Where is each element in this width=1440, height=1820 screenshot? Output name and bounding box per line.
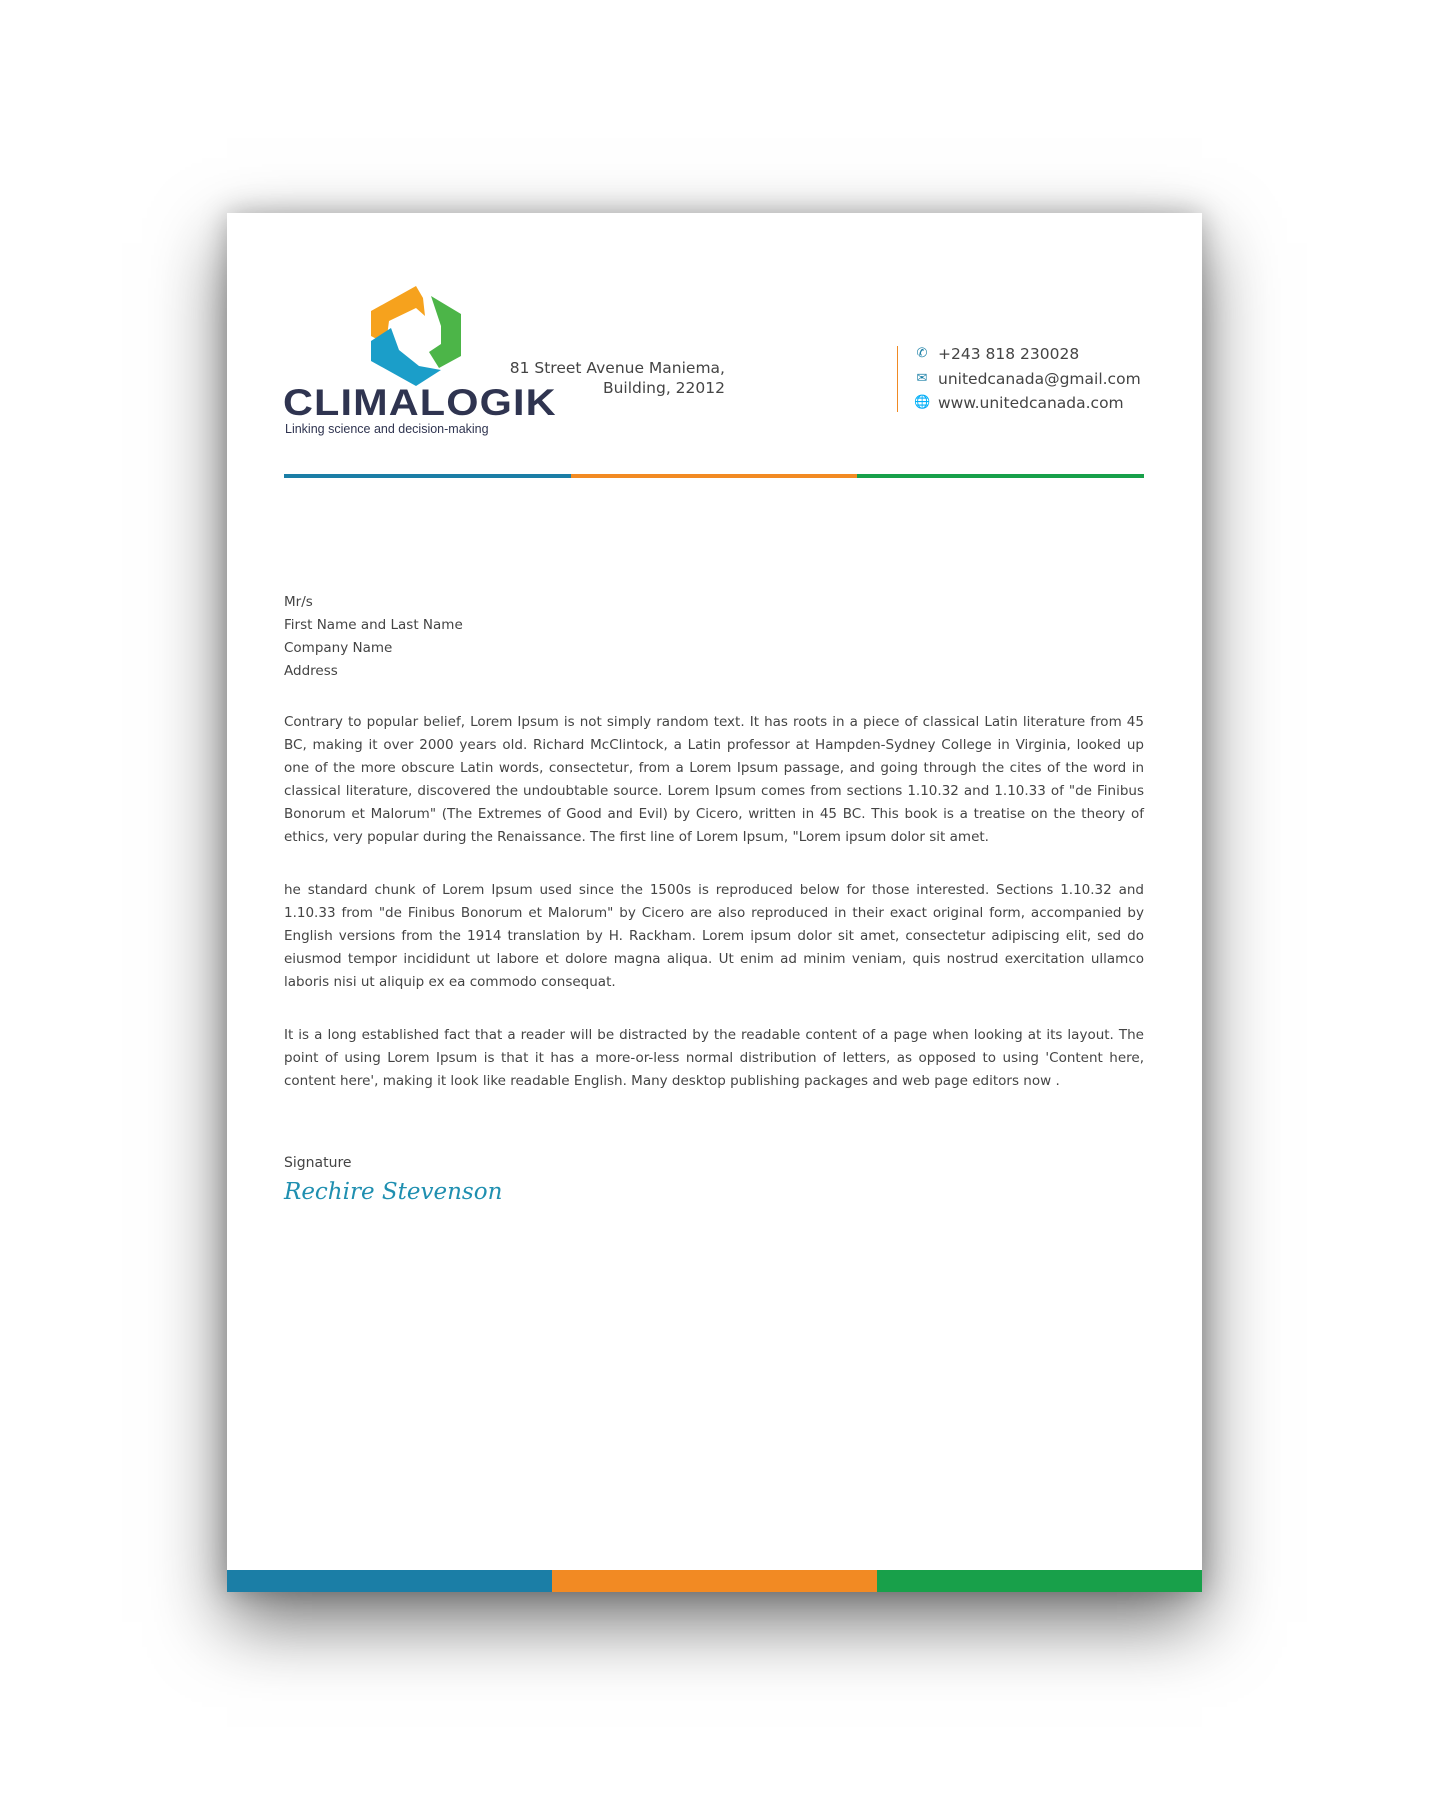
- contact-email: [914, 367, 1141, 392]
- letter-body: [284, 711, 1144, 1123]
- body-paragraph: he standard chunk of Lorem Ipsum used since the 1500s is reproduced below for those interested. Sections 1.10.32 and 1.10.33 from "de Finibus Bonorum et Malorum" by Cicero are also reproduced in their exact original form, accompanied by English versions from the 1914 translation by H. Rackham. Lorem ipsum dolor sit amet, consectetur adipiscing elit, sed do eiusmod tempor incididunt ut labore et dolore magna aliqua. Ut enim ad minim veniam, quis nostrud exercitation ullamco laboris nisi ut aliquip ex ea commodo consequat.: [284, 882, 1144, 990]
- recipient-name: First Name and Last Name: [284, 617, 463, 633]
- footer-green: [877, 1570, 1202, 1592]
- address-line-2: Building, 22012: [602, 379, 725, 397]
- logo-hexagon-icon: [371, 286, 461, 386]
- brand-tagline: Linking science and decision-making: [285, 422, 489, 436]
- address-line-1: 81 Street Avenue Maniema,: [509, 359, 725, 377]
- phone-text: +243 818 230028: [938, 345, 1080, 363]
- footer-color-bar: [227, 1570, 1202, 1592]
- footer-orange: [552, 1570, 877, 1592]
- recipient-company: Company Name: [284, 640, 393, 656]
- contact-info: [914, 342, 1141, 416]
- letterhead-page: [227, 213, 1202, 1592]
- rule-orange: [571, 474, 858, 478]
- website-text[interactable]: www.unitedcanada.com: [938, 394, 1124, 412]
- phone-icon: ✆: [916, 346, 928, 362]
- rule-green: [857, 474, 1144, 478]
- header-color-rule: [284, 474, 1144, 478]
- globe-icon: 🌐: [914, 395, 931, 411]
- body-paragraph: Contrary to popular belief, Lorem Ipsum is not simply random text. It has roots in a piece of classical Latin literature from 45 BC, making it over 2000 years old. Richard McClintock, a Latin professor at Hampden-Sydney College in Virginia, looked up one of the more obscure Latin words, consectetur, from a Lorem Ipsum passage, and going through the cites of the word in classical literature, discovered the undoubtable source. Lorem Ipsum comes from sections 1.10.32 and 1.10.33 of "de Finibus Bonorum et Malorum" (The Extremes of Good and Evil) by Cicero, written in 45 BC. This book is a treatise on the theory of ethics, very popular during the Renaissance. The first line of Lorem Ipsum, "Lorem ipsum dolor sit amet.: [284, 714, 1144, 845]
- rule-blue: [284, 474, 571, 478]
- body-paragraph: It is a long established fact that a reader will be distracted by the readable content of a page when looking at its layout. The point of using Lorem Ipsum is that it has a more-or-less normal distribution of letters, as opposed to using 'Content here, content here', making it look like readable English. Many desktop publishing packages and web page editors now .: [284, 1027, 1144, 1089]
- recipient-salutation: Mr/s: [284, 594, 313, 610]
- contact-website: [914, 391, 1141, 416]
- contact-phone: [914, 342, 1141, 367]
- recipient-block: [284, 591, 463, 683]
- mail-icon: ✉: [916, 370, 928, 386]
- footer-blue: [227, 1570, 552, 1592]
- signature: Rechire Stevenson: [284, 1179, 503, 1205]
- signature-label: Signature: [284, 1155, 352, 1171]
- brand-name: CLIMALOGIK: [283, 382, 557, 423]
- recipient-address: Address: [284, 663, 338, 679]
- company-address: [510, 358, 725, 398]
- header-divider: [897, 346, 898, 412]
- email-text[interactable]: unitedcanada@gmail.com: [938, 369, 1141, 388]
